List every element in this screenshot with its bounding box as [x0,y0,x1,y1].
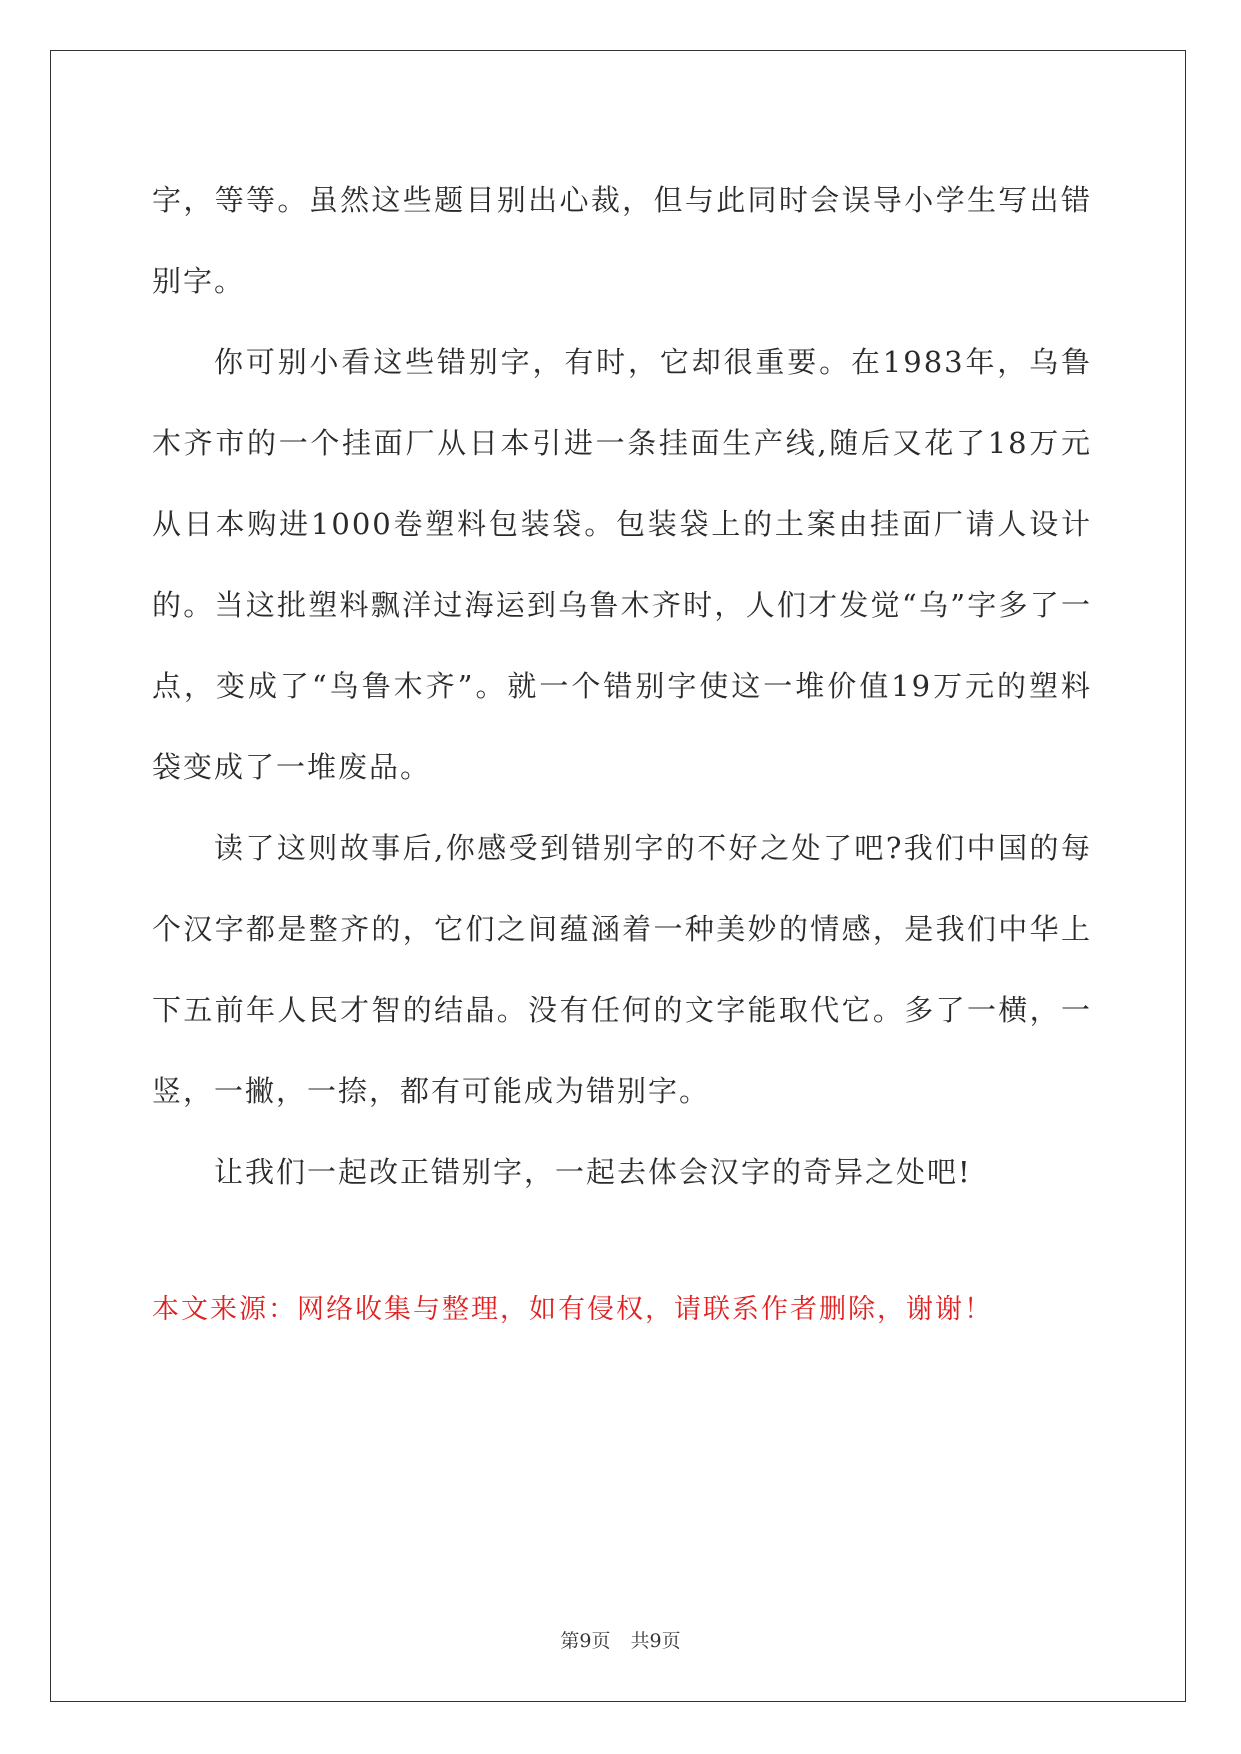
paragraph-3: 读了这则故事后,你感受到错别字的不好之处了吧?我们中国的每个汉字都是整齐的，它们之间蕴涵着一种美妙的情感，是我们中华上下五前年人民才智的结晶。没有任何的文字能取代它。多了一横，一竖，一撇，一捺，都有可能成为错别字。 [152,831,1092,1108]
page-number: 第9页 [560,1630,611,1652]
paragraph-4: 让我们一起改正错别字，一起去体会汉字的奇异之处吧! [214,1155,972,1189]
paragraph-1: 字，等等。虽然这些题目别出心裁，但与此同时会误导小学生写出错别字。 [152,183,1092,298]
paragraph-2: 你可别小看这些错别字，有时，它却很重要。在1983年，乌鲁木齐市的一个挂面厂从日本引进一条挂面生产线,随后又花了18万元从日本购进1000卷塑料包装袋。包装袋上的土案由挂面厂请人设计的。当这批塑料飘洋过海运到乌鲁木齐时，人们才发觉“乌”字多了一点，变成了“鸟鲁木齐”。就一个错别字使这一堆价值19万元的塑料袋变成了一堆废品。 [152,345,1092,784]
total-pages: 共9页 [630,1630,681,1652]
source-note: 本文来源：网络收集与整理，如有侵权，请联系作者删除，谢谢！ [152,1294,993,1325]
page-footer [0,1626,1241,1653]
document-body [152,160,1092,1213]
